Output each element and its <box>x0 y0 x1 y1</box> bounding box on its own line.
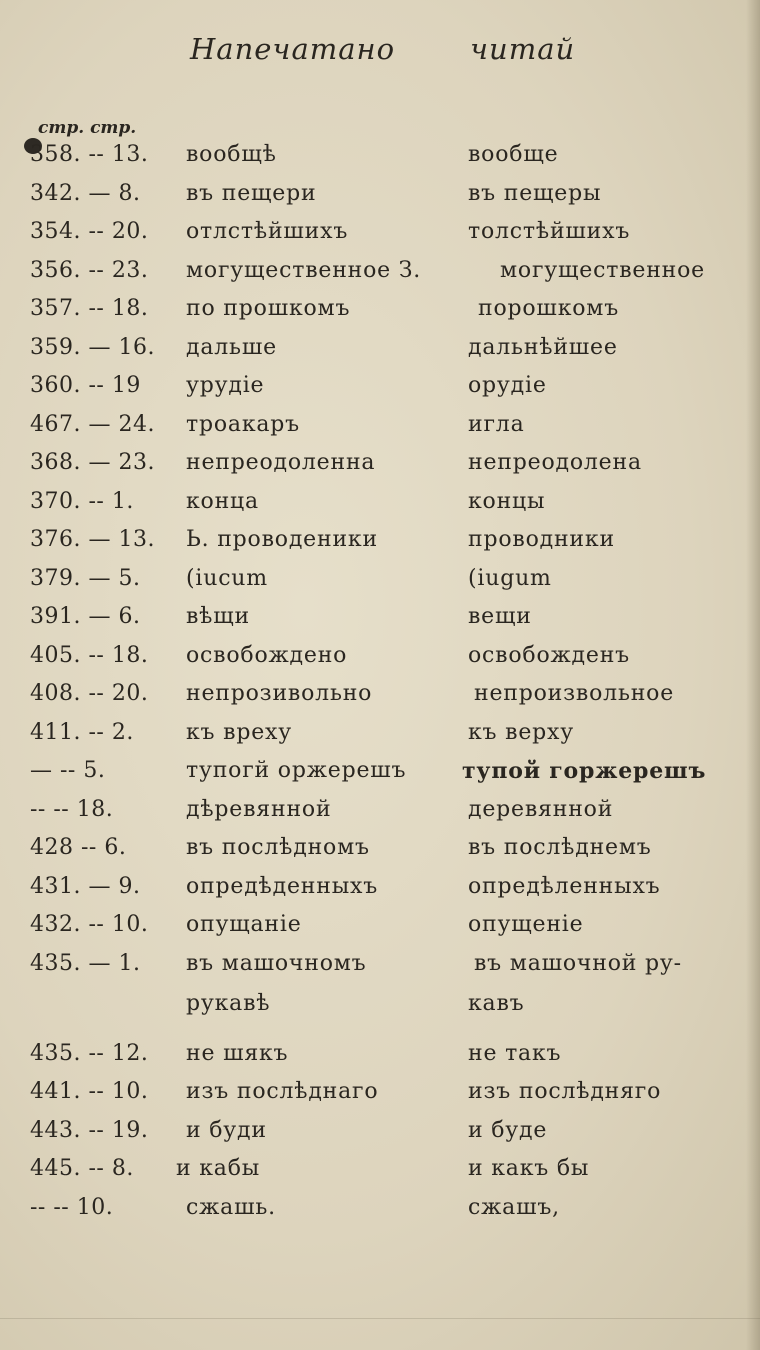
page-line-ref: 411. -- 2. <box>30 719 134 745</box>
corrected-text: изъ послѣдняго <box>468 1079 662 1104</box>
page-line-ref: -- -- 18. <box>30 796 114 822</box>
corrected-text: орудіе <box>468 373 547 398</box>
errata-row <box>0 793 760 832</box>
errata-header <box>0 32 760 72</box>
corrected-text: вещи <box>468 604 532 629</box>
errata-row <box>0 639 760 678</box>
corrected-text: порошкомъ <box>478 296 619 321</box>
errata-row <box>0 408 760 447</box>
errata-row <box>0 1191 760 1230</box>
bottom-rule <box>0 1318 760 1319</box>
printed-text: отлстѣйшихъ <box>186 219 349 244</box>
printed-text: и буди <box>186 1117 267 1143</box>
page-line-ref: 405. -- 18. <box>30 642 149 668</box>
corrected-text: опущеніе <box>468 912 584 937</box>
printed-text: (iucum <box>186 565 268 591</box>
column-label-pages: стр. стр. <box>38 118 137 138</box>
printed-text: не шякъ <box>186 1040 289 1066</box>
errata-row <box>0 292 760 331</box>
printed-text: къ вреху <box>186 719 292 745</box>
corrected-text: къ верху <box>468 719 574 745</box>
page-line-ref: 391. — 6. <box>30 604 141 629</box>
printed-text: троакаръ <box>186 411 300 437</box>
page-line-ref: 435. -- 12. <box>30 1040 149 1066</box>
printed-text: вѣщи <box>186 604 250 629</box>
page-line-ref: 359. — 16. <box>30 334 155 360</box>
printed-text: непреодоленна <box>186 450 376 475</box>
errata-row <box>0 369 760 408</box>
corrected-text: (iugum <box>468 565 552 591</box>
errata-row <box>0 754 760 793</box>
corrected-text: концы <box>468 488 546 514</box>
errata-row <box>0 1152 760 1191</box>
corrected-text: въ машочной ру- <box>474 950 682 976</box>
errata-row <box>0 677 760 716</box>
printed-text: тупогй оржерешъ <box>186 758 407 783</box>
corrected-text: въ послѣднемъ <box>468 835 652 860</box>
page-line-ref: 441. -- 10. <box>30 1079 149 1104</box>
page-line-ref: 408. -- 20. <box>30 681 149 706</box>
printed-text: опредѣденныхъ <box>186 873 379 899</box>
errata-row <box>0 1075 760 1114</box>
corrected-text: могущественное <box>500 257 705 283</box>
errata-row <box>0 870 760 909</box>
page-line-ref: 354. -- 20. <box>30 219 149 244</box>
corrected-text: не такъ <box>468 1040 562 1066</box>
printed-text: въ машочномъ <box>186 950 367 976</box>
corrected-text: игла <box>468 411 525 437</box>
errata-row <box>0 947 760 987</box>
printed-text: дальше <box>186 334 277 360</box>
corrected-text: непреодолена <box>468 450 642 475</box>
corrected-text: и какъ бы <box>468 1156 590 1181</box>
page-line-ref: 435. — 1. <box>30 950 141 976</box>
page-line-ref: 432. -- 10. <box>30 912 149 937</box>
corrected-text: деревянной <box>468 796 614 822</box>
errata-row <box>0 523 760 562</box>
corrected-text: кавъ <box>468 990 525 1016</box>
errata-row <box>0 138 760 177</box>
errata-row <box>0 331 760 370</box>
errata-row <box>0 562 760 601</box>
page-line-ref: 443. -- 19. <box>30 1117 149 1143</box>
page-line-ref: 370. -- 1. <box>30 488 134 514</box>
page-line-ref: 379. — 5. <box>30 565 141 591</box>
errata-row <box>0 177 760 216</box>
printed-text: непрозивольно <box>186 681 373 706</box>
printed-text: дѣревянной <box>186 796 332 822</box>
page-line-ref: 428 -- 6. <box>30 835 127 860</box>
printed-text: сжашь. <box>186 1194 276 1220</box>
corrected-text: проводники <box>468 527 615 552</box>
page-line-ref: 368. — 23. <box>30 450 155 475</box>
corrected-text: освобожденъ <box>468 642 630 668</box>
printed-text: освобождено <box>186 642 348 668</box>
corrected-text: непроизвольное <box>474 681 675 706</box>
page-line-ref: -- -- 10. <box>30 1194 114 1220</box>
errata-table <box>0 138 760 1229</box>
errata-row <box>0 215 760 254</box>
page-line-ref: 467. — 24. <box>30 411 155 437</box>
printed-text: урудіе <box>186 373 265 398</box>
corrected-text: сжашъ, <box>468 1194 560 1220</box>
corrected-text: толстѣйшихъ <box>468 219 631 244</box>
errata-row <box>0 446 760 485</box>
printed-text: рукавѣ <box>186 990 271 1016</box>
corrected-text: въ пещеры <box>468 180 602 206</box>
printed-text: въ послѣдномъ <box>186 835 370 860</box>
errata-row <box>0 254 760 293</box>
page-line-ref: 431. — 9. <box>30 873 141 899</box>
page-line-ref: 360. -- 19 <box>30 373 141 398</box>
errata-row <box>0 716 760 755</box>
corrected-text: вообще <box>468 142 559 167</box>
header-printed: Напечатано <box>190 32 396 66</box>
errata-row <box>0 485 760 524</box>
errata-row <box>0 908 760 947</box>
page-line-ref: 357. -- 18. <box>30 296 149 321</box>
printed-text: въ пещери <box>186 180 317 206</box>
printed-text: опущаніе <box>186 912 302 937</box>
page-line-ref: 376. — 13. <box>30 527 155 552</box>
printed-text: изъ послѣднаго <box>186 1079 379 1104</box>
printed-text: и кабы <box>176 1156 261 1181</box>
errata-row <box>0 831 760 870</box>
errata-row <box>0 1037 760 1076</box>
page-line-ref: 342. — 8. <box>30 180 141 206</box>
page-line-ref: — -- 5. <box>30 758 106 783</box>
header-read: читай <box>470 32 576 66</box>
errata-row <box>0 600 760 639</box>
printed-text: могущественное З. <box>186 257 422 283</box>
printed-text: вообщѣ <box>186 142 277 167</box>
corrected-text: и буде <box>468 1117 548 1143</box>
corrected-text: опредѣленныхъ <box>468 873 661 899</box>
errata-row-continuation <box>0 987 760 1037</box>
printed-text: конца <box>186 488 259 514</box>
printed-text: по прошкомъ <box>186 296 351 321</box>
corrected-text: дальнѣйшее <box>468 334 618 360</box>
page-line-ref: 356. -- 23. <box>30 257 149 283</box>
page-line-ref: 445. -- 8. <box>30 1156 134 1181</box>
page-line-ref: 358. -- 13. <box>30 142 149 167</box>
corrected-text: тупой горжерешъ <box>462 758 707 784</box>
errata-row <box>0 1114 760 1153</box>
printed-text: Ь. проводеники <box>186 527 378 552</box>
